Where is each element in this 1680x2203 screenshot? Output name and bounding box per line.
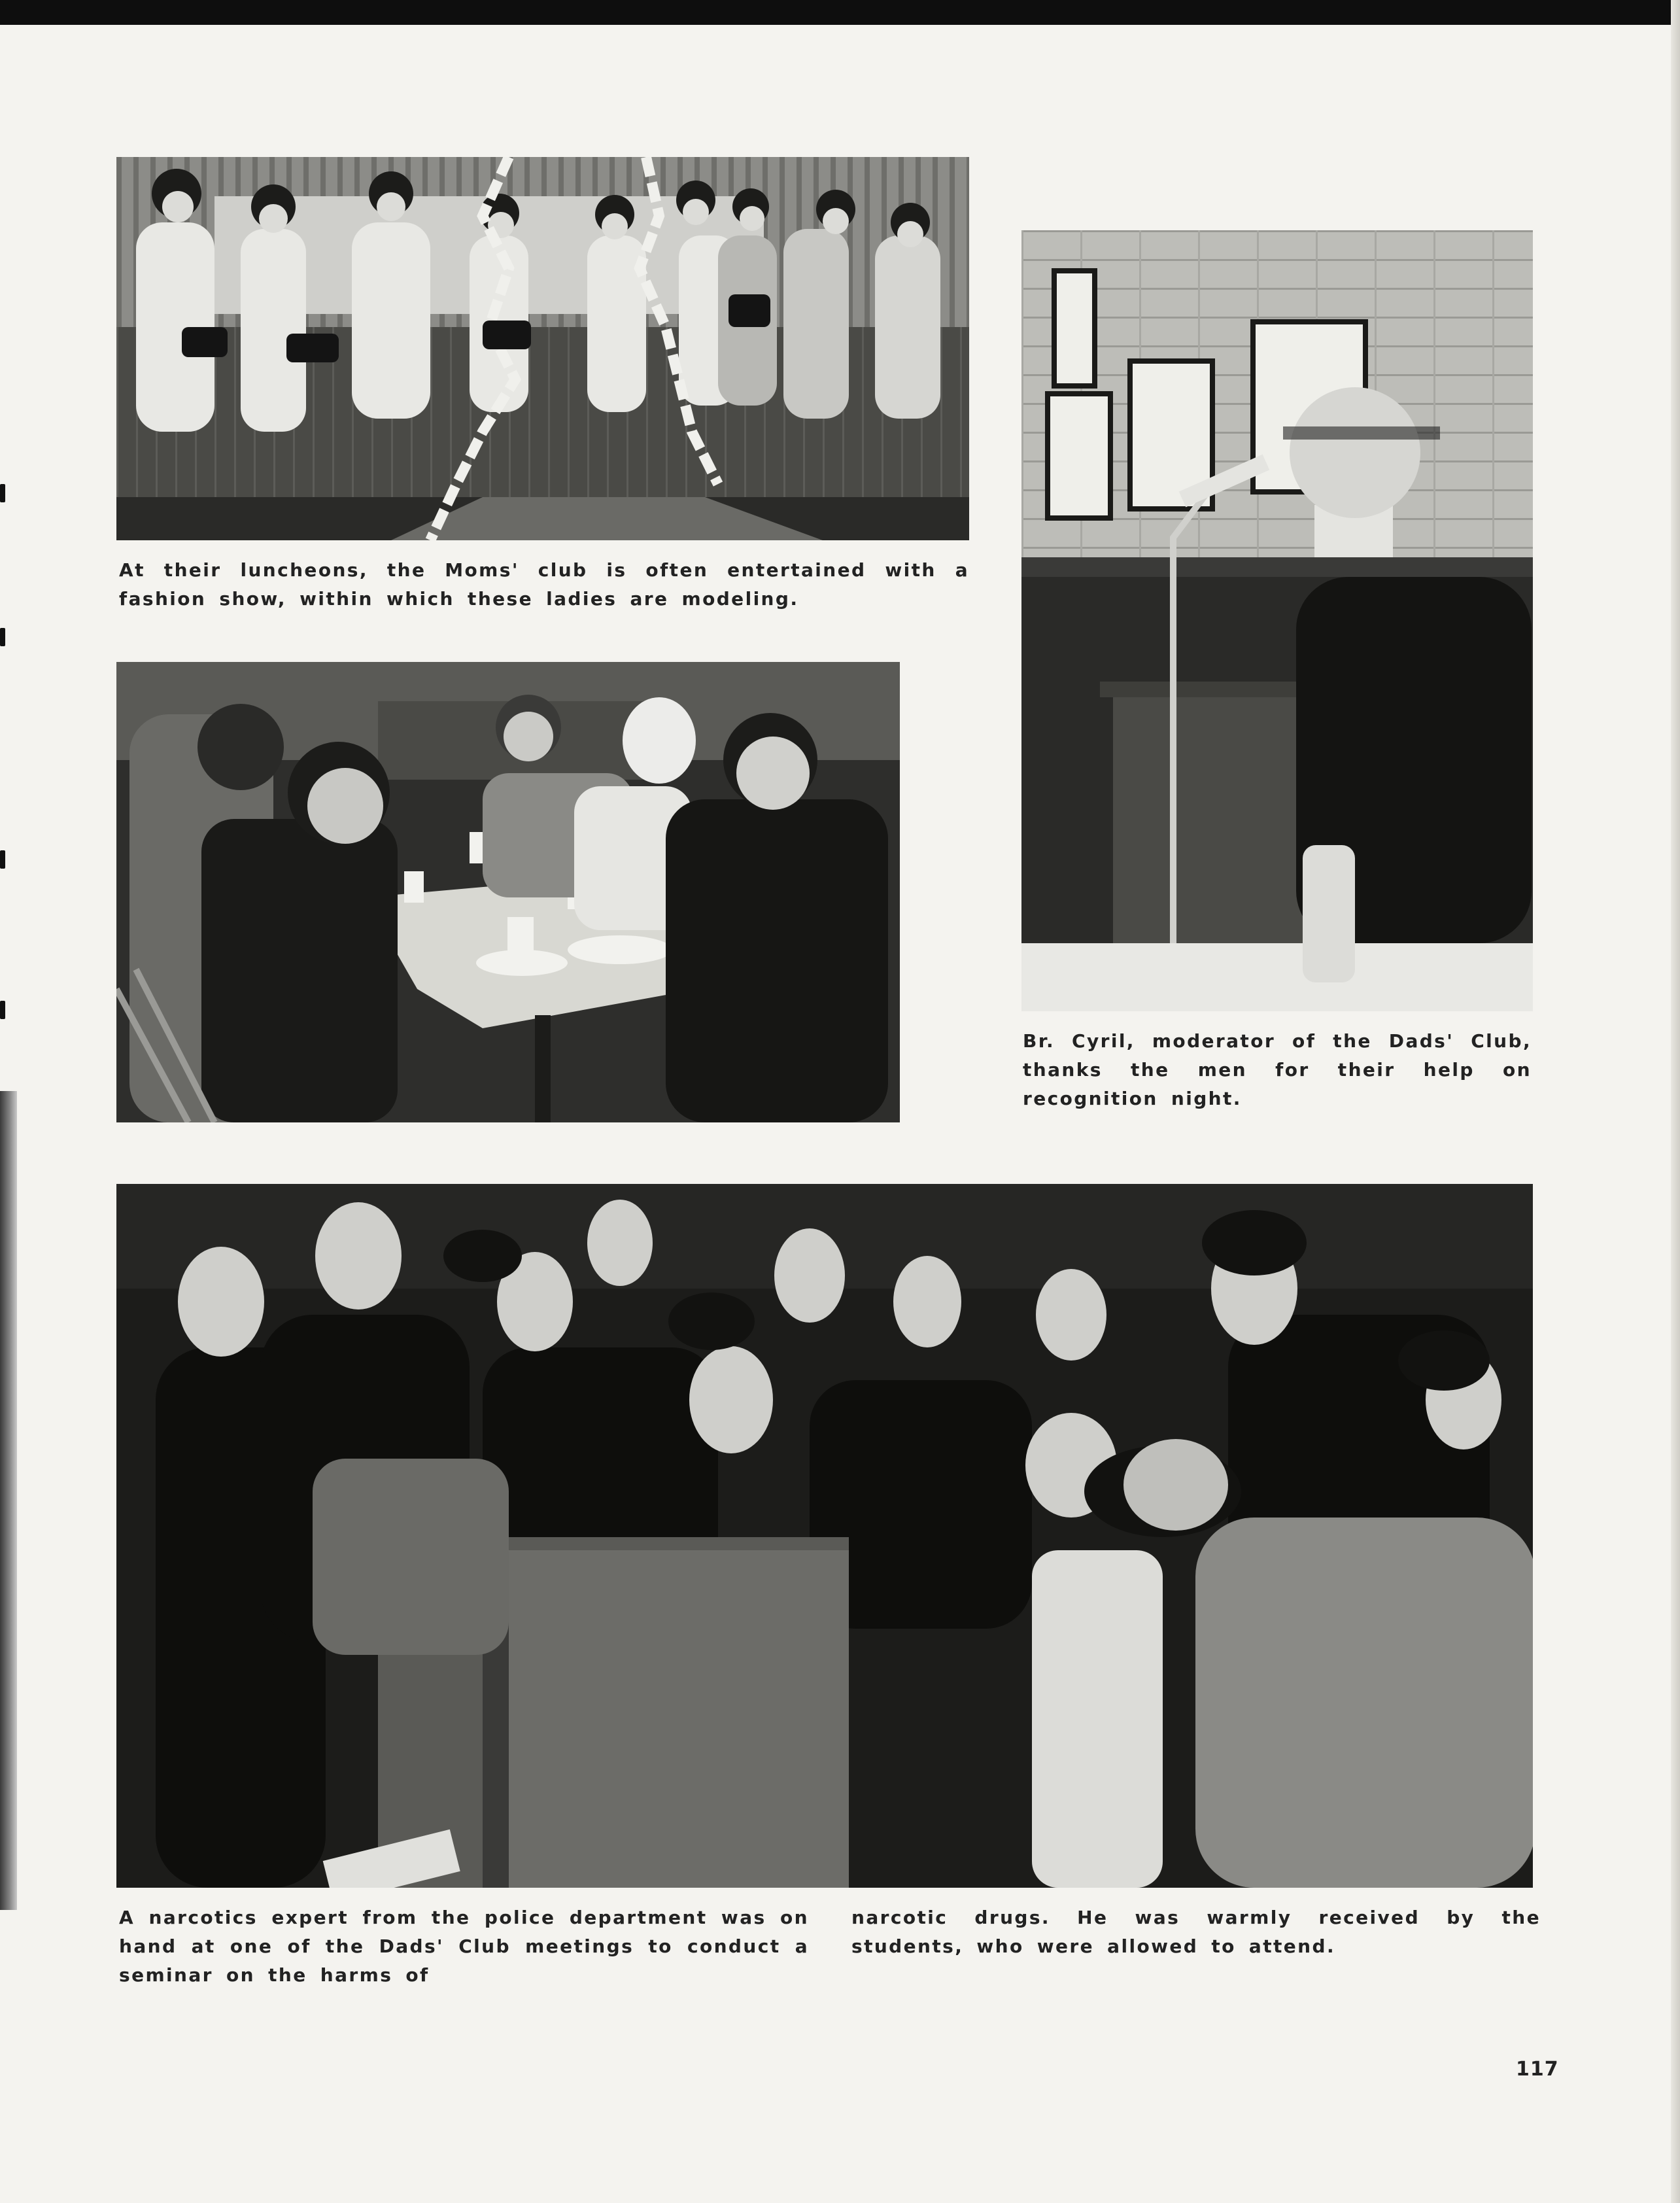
br-cyril-caption: Br. Cyril, moderator of the Dads' Club, thanks the men for their help on recognition night. (1023, 1030, 1532, 1109)
fashion-show-photo (116, 157, 969, 540)
narcotics-caption-col2: narcotic drugs. He was warmly received by the students, who were allowed to attend. (851, 1907, 1541, 1957)
narcotics-caption-col1: A narcotics expert from the police department was on hand at one of the Dads' Club meetings to conduct a seminar on the harms of (119, 1907, 809, 1986)
binding-strip (0, 1091, 17, 1910)
page-right-edge (1671, 0, 1680, 2203)
binder-mark (0, 1001, 5, 1019)
br-cyril-photo (1021, 230, 1533, 1011)
binder-mark (0, 628, 5, 646)
moms-luncheon-photo (116, 662, 900, 1122)
narcotics-seminar-photo (116, 1184, 1533, 1888)
scan-top-border (0, 0, 1680, 25)
fashion-show-caption: At their luncheons, the Moms' club is often entertained with a fashion show, within which these ladies are modeling. (119, 559, 969, 610)
binder-mark (0, 484, 5, 502)
page-number: 117 (1516, 2058, 1559, 2081)
binder-mark (0, 850, 5, 869)
